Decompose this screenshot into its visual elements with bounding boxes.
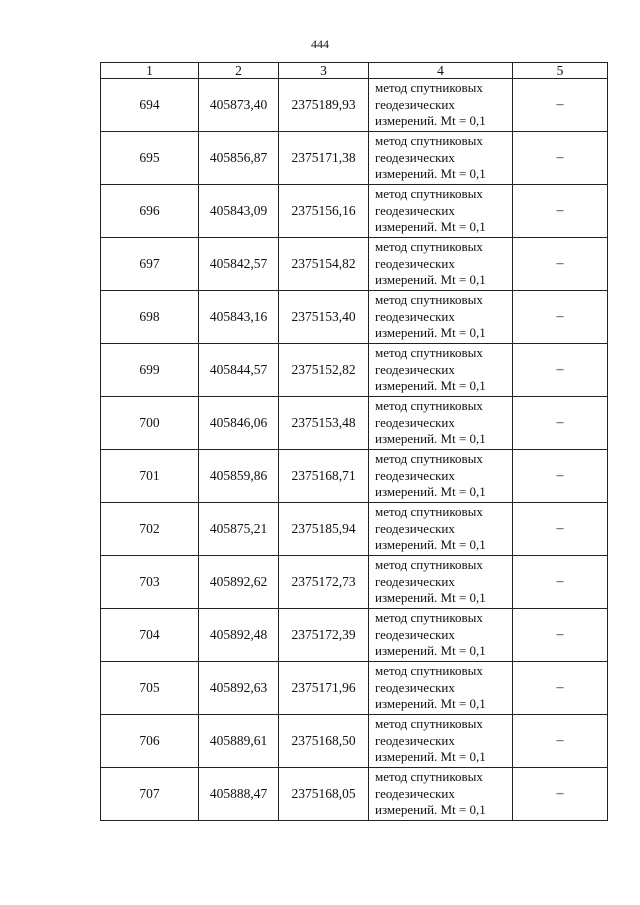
method-line: метод спутниковых [375, 504, 483, 520]
method-cell [369, 132, 513, 185]
method-line: геодезических [375, 573, 455, 589]
header-col-1: 1 [101, 63, 199, 79]
coordinate-y-cell: 2375171,38 [279, 132, 369, 185]
note-cell: – [513, 450, 608, 503]
method-line: метод спутниковых [375, 292, 483, 308]
method-cell [369, 79, 513, 132]
method-line: метод спутниковых [375, 769, 483, 785]
point-number-cell: 698 [101, 291, 199, 344]
method-line: геодезических [375, 361, 455, 377]
method-cell [369, 397, 513, 450]
method-cell [369, 768, 513, 821]
note-cell: – [513, 132, 608, 185]
note-cell: – [513, 238, 608, 291]
note-cell: – [513, 344, 608, 397]
coordinate-y-cell: 2375156,16 [279, 185, 369, 238]
method-line: измерений. Mt = 0,1 [375, 696, 486, 712]
method-line: геодезических [375, 149, 455, 165]
table-header [101, 63, 608, 79]
coordinate-x-cell: 405875,21 [199, 503, 279, 556]
note-cell: – [513, 556, 608, 609]
note-cell: – [513, 609, 608, 662]
point-number-cell: 703 [101, 556, 199, 609]
coordinate-y-cell: 2375172,39 [279, 609, 369, 662]
table-row [101, 344, 608, 397]
note-cell: – [513, 397, 608, 450]
coordinate-x-cell: 405842,57 [199, 238, 279, 291]
note-cell: – [513, 291, 608, 344]
header-col-2: 2 [199, 63, 279, 79]
coordinate-y-cell: 2375152,82 [279, 344, 369, 397]
point-number-cell: 704 [101, 609, 199, 662]
method-line: метод спутниковых [375, 610, 483, 626]
method-line: измерений. Mt = 0,1 [375, 431, 486, 447]
table-row [101, 291, 608, 344]
method-line: геодезических [375, 679, 455, 695]
method-line: метод спутниковых [375, 133, 483, 149]
method-line: геодезических [375, 626, 455, 642]
method-line: метод спутниковых [375, 345, 483, 361]
point-number-cell: 702 [101, 503, 199, 556]
table-row [101, 185, 608, 238]
table-row [101, 79, 608, 132]
point-number-cell: 697 [101, 238, 199, 291]
table-row [101, 662, 608, 715]
method-line: измерений. Mt = 0,1 [375, 272, 486, 288]
coordinate-x-cell: 405888,47 [199, 768, 279, 821]
method-line: геодезических [375, 255, 455, 271]
point-number-cell: 700 [101, 397, 199, 450]
method-cell [369, 344, 513, 397]
table-row [101, 768, 608, 821]
method-cell [369, 556, 513, 609]
method-line: измерений. Mt = 0,1 [375, 802, 486, 818]
method-line: геодезических [375, 520, 455, 536]
point-number-cell: 696 [101, 185, 199, 238]
note-cell: – [513, 768, 608, 821]
method-line: метод спутниковых [375, 398, 483, 414]
method-line: метод спутниковых [375, 451, 483, 467]
method-cell [369, 238, 513, 291]
method-cell [369, 450, 513, 503]
coordinate-x-cell: 405892,48 [199, 609, 279, 662]
method-line: метод спутниковых [375, 557, 483, 573]
coordinate-x-cell: 405892,62 [199, 556, 279, 609]
coordinate-x-cell: 405889,61 [199, 715, 279, 768]
coordinate-y-cell: 2375189,93 [279, 79, 369, 132]
point-number-cell: 705 [101, 662, 199, 715]
coordinate-x-cell: 405859,86 [199, 450, 279, 503]
method-line: геодезических [375, 467, 455, 483]
method-line: метод спутниковых [375, 663, 483, 679]
coordinate-y-cell: 2375172,73 [279, 556, 369, 609]
table-row [101, 450, 608, 503]
method-line: измерений. Mt = 0,1 [375, 166, 486, 182]
table-row [101, 132, 608, 185]
note-cell: – [513, 715, 608, 768]
note-cell: – [513, 79, 608, 132]
coordinate-y-cell: 2375171,96 [279, 662, 369, 715]
coordinate-y-cell: 2375154,82 [279, 238, 369, 291]
method-cell [369, 715, 513, 768]
table-row [101, 397, 608, 450]
method-line: измерений. Mt = 0,1 [375, 113, 486, 129]
method-line: измерений. Mt = 0,1 [375, 643, 486, 659]
page-number: 444 [311, 37, 329, 51]
coordinate-x-cell: 405843,09 [199, 185, 279, 238]
method-line: измерений. Mt = 0,1 [375, 325, 486, 341]
method-line: геодезических [375, 202, 455, 218]
table-row [101, 238, 608, 291]
method-cell [369, 291, 513, 344]
method-line: геодезических [375, 785, 455, 801]
header-col-5: 5 [513, 63, 608, 79]
method-line: геодезических [375, 308, 455, 324]
table-row [101, 556, 608, 609]
coordinate-x-cell: 405892,63 [199, 662, 279, 715]
coordinate-y-cell: 2375168,71 [279, 450, 369, 503]
method-line: метод спутниковых [375, 716, 483, 732]
method-line: геодезических [375, 96, 455, 112]
note-cell: – [513, 185, 608, 238]
method-line: измерений. Mt = 0,1 [375, 590, 486, 606]
method-cell [369, 503, 513, 556]
note-cell: – [513, 503, 608, 556]
method-cell [369, 662, 513, 715]
method-line: геодезических [375, 414, 455, 430]
method-line: геодезических [375, 732, 455, 748]
method-line: измерений. Mt = 0,1 [375, 378, 486, 394]
table-body [101, 79, 608, 821]
point-number-cell: 694 [101, 79, 199, 132]
method-line: измерений. Mt = 0,1 [375, 219, 486, 235]
point-number-cell: 699 [101, 344, 199, 397]
note-cell: – [513, 662, 608, 715]
coordinate-x-cell: 405856,87 [199, 132, 279, 185]
method-cell [369, 609, 513, 662]
coordinate-x-cell: 405846,06 [199, 397, 279, 450]
point-number-cell: 707 [101, 768, 199, 821]
coordinate-y-cell: 2375153,40 [279, 291, 369, 344]
table-row [101, 715, 608, 768]
coordinate-x-cell: 405844,57 [199, 344, 279, 397]
method-line: измерений. Mt = 0,1 [375, 537, 486, 553]
coordinate-x-cell: 405873,40 [199, 79, 279, 132]
header-row [101, 63, 608, 79]
method-line: измерений. Mt = 0,1 [375, 484, 486, 500]
method-line: метод спутниковых [375, 80, 483, 96]
point-number-cell: 701 [101, 450, 199, 503]
coordinates-table [100, 62, 608, 821]
header-col-4: 4 [369, 63, 513, 79]
coordinate-y-cell: 2375153,48 [279, 397, 369, 450]
coordinate-x-cell: 405843,16 [199, 291, 279, 344]
coordinate-y-cell: 2375185,94 [279, 503, 369, 556]
header-col-3: 3 [279, 63, 369, 79]
point-number-cell: 695 [101, 132, 199, 185]
coordinate-y-cell: 2375168,05 [279, 768, 369, 821]
coordinate-y-cell: 2375168,50 [279, 715, 369, 768]
method-line: измерений. Mt = 0,1 [375, 749, 486, 765]
table-row [101, 503, 608, 556]
method-line: метод спутниковых [375, 186, 483, 202]
method-line: метод спутниковых [375, 239, 483, 255]
method-cell [369, 185, 513, 238]
table-row [101, 609, 608, 662]
point-number-cell: 706 [101, 715, 199, 768]
